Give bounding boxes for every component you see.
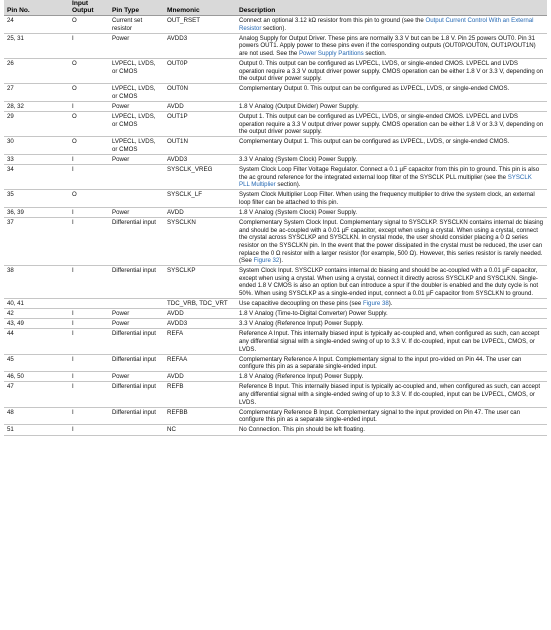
description-cell [236, 372, 547, 382]
description-text: 3.3 V Analog (System Clock) Power Supply. [239, 156, 358, 163]
mnemonic-cell: REFAA [164, 354, 236, 372]
description-text: Complementary Output 0. This output can be configured as LVPECL, LVDS, or single-ended CMOS. [239, 85, 510, 93]
description-cell [236, 208, 547, 218]
io-cell: I [69, 266, 109, 299]
mnemonic-cell: TDC_VRB, TDC_VRT [164, 299, 236, 309]
description-text: 1.8 V Analog (System Clock) Power Supply. [239, 209, 358, 217]
pin-number-cell: 47 [4, 382, 69, 407]
pin-number-cell: 48 [4, 407, 69, 425]
pin-number-cell: 26 [4, 58, 69, 83]
description-text: section). [261, 24, 287, 32]
table-row [4, 354, 547, 372]
mnemonic-cell: AVDD3 [164, 155, 236, 165]
pin-type-cell: Power [109, 155, 164, 165]
pin-type-cell: Power [109, 309, 164, 319]
description-text: Complementary Reference A Input. Complementary signal to the input pro-vided on Pin 44. The user can configure this pin as a separate single-ended input. [239, 355, 522, 371]
pin-type-cell: Differential input [109, 218, 164, 266]
table-row [4, 84, 547, 102]
pin-type-cell: Power [109, 33, 164, 58]
description-cell [236, 155, 547, 165]
description-text: 1.8 V Analog (Output Divider) Power Supply. [239, 102, 359, 110]
description-text: System Clock Loop Filter Voltage Regulator. Connect a 0.1 µF capacitor from this pin to ground. This pin is also the ac ground reference for the integrated external loop filter of the SYSCLK PLL multiplier (see the [239, 166, 540, 181]
mnemonic-cell: SYSCLK_VREG [164, 165, 236, 190]
cross-reference-link[interactable]: Power Supply Partitions [298, 49, 364, 57]
description-text: Reference B Input. This internally biased input is typically ac-coupled and, when configured as such, can accept any differential signal with a single-ended swing of up to 3.3 V. If dc-coupled, input can be LVPECL, CMOS, or LVDS. [239, 383, 541, 406]
io-cell: I [69, 372, 109, 382]
io-cell: I [69, 425, 109, 435]
description-cell [236, 425, 547, 435]
pin-number-cell: 27 [4, 84, 69, 102]
header-pin-no: Pin No. [4, 0, 69, 16]
description-cell [236, 299, 547, 309]
pin-function-table [4, 0, 547, 436]
mnemonic-cell: OUT0P [164, 58, 236, 83]
description-text: Output 0. This output can be configured as LVPECL, LVDS, or single-ended CMOS. LVPECL and LVDS operation require a 3.3 V output driver power supply. CMOS operation can be either 1.8 V or 3.3 V, depending on the output driver power supply. [239, 59, 544, 83]
mnemonic-cell: AVDD [164, 309, 236, 319]
table-row [4, 407, 547, 425]
pin-number-cell: 28, 32 [4, 101, 69, 111]
table-row [4, 218, 547, 266]
description-text: System Clock Input. SYSCLKP contains internal dc biasing and should be ac-coupled with a 0.01 µF capacitor, except when using a crystal. When using a crystal, connect it directly across SYSCLKP and SYSCLKN. Single-ended 1.8 V CMOS is also an option but can introduce a spur if the doubler is enabled and the duty cycle is not 50%. When using SYSCLKP as a single-ended input, connect a 0.01 µF capacitor from SYSCLKN to ground. [239, 267, 539, 297]
description-text: section). [275, 181, 301, 189]
description-cell [236, 137, 547, 155]
cross-reference-link[interactable]: Output Current Control With an External Resistor [239, 17, 534, 32]
table-row [4, 58, 547, 83]
table-row [4, 372, 547, 382]
table-row [4, 299, 547, 309]
io-cell: O [69, 58, 109, 83]
description-text: No Connection. This pin should be left floating. [239, 426, 365, 434]
description-text: 3.3 V Analog (Reference Input) Power Supply. [239, 320, 364, 328]
io-cell: I [69, 208, 109, 218]
io-cell: O [69, 112, 109, 137]
mnemonic-cell: SYSCLK_LF [164, 190, 236, 208]
cross-reference-link[interactable]: Figure 38 [362, 300, 389, 308]
description-cell [236, 58, 547, 83]
io-cell: I [69, 218, 109, 266]
description-text: ). [388, 300, 393, 308]
description-cell [236, 101, 547, 111]
mnemonic-cell: AVDD [164, 101, 236, 111]
io-cell: I [69, 155, 109, 165]
pin-number-cell: 46, 50 [4, 372, 69, 382]
description-cell [236, 112, 547, 137]
table-row [4, 155, 547, 165]
pin-number-cell: 44 [4, 329, 69, 354]
pin-type-cell: Differential input [109, 382, 164, 407]
header-input-label: Input [72, 0, 89, 7]
pin-type-cell [109, 190, 164, 208]
io-cell: I [69, 407, 109, 425]
table-row [4, 16, 547, 34]
mnemonic-cell: NC [164, 425, 236, 435]
description-text: Complementary Output 1. This output can be configured as LVPECL, LVDS, or single-ended CMOS. [239, 138, 510, 146]
pin-number-cell: 34 [4, 165, 69, 190]
table-row [4, 112, 547, 137]
description-cell [236, 354, 547, 372]
table-row [4, 208, 547, 218]
pin-type-cell: Power [109, 372, 164, 382]
table-row [4, 190, 547, 208]
mnemonic-cell: SYSCLKP [164, 266, 236, 299]
pin-type-cell: LVPECL, LVDS, or CMOS [109, 112, 164, 137]
pin-type-cell: Current set resistor [109, 16, 164, 34]
description-text: Complementary Reference B Input. Complementary signal to the input provided on Pin 47. The user can configure this pin as a separate single-ended input. [239, 408, 521, 424]
pin-number-cell: 51 [4, 425, 69, 435]
io-cell [69, 299, 109, 309]
header-mnemonic: Mnemonic [164, 0, 236, 16]
mnemonic-cell: REFB [164, 382, 236, 407]
pin-number-cell: 33 [4, 155, 69, 165]
table-row [4, 101, 547, 111]
pin-type-cell: Power [109, 208, 164, 218]
description-cell [236, 319, 547, 329]
table-row [4, 309, 547, 319]
pin-number-cell: 38 [4, 266, 69, 299]
table-row [4, 266, 547, 299]
pin-type-cell: Differential input [109, 329, 164, 354]
mnemonic-cell: AVDD3 [164, 319, 236, 329]
io-cell: I [69, 382, 109, 407]
pin-number-cell: 29 [4, 112, 69, 137]
io-cell: I [69, 165, 109, 190]
description-cell [236, 218, 547, 266]
pin-type-cell: LVPECL, LVDS, or CMOS [109, 84, 164, 102]
table-body [4, 16, 547, 436]
description-text: section. [363, 49, 387, 57]
cross-reference-link[interactable]: Figure 32 [253, 257, 280, 265]
table-row [4, 382, 547, 407]
pin-type-cell: Differential input [109, 354, 164, 372]
cross-reference-link[interactable]: SYSCLK PLL Multiplier [239, 173, 532, 189]
description-cell [236, 407, 547, 425]
mnemonic-cell: OUT0N [164, 84, 236, 102]
io-cell: I [69, 329, 109, 354]
description-text: System Clock Multiplier Loop Filter. When using the frequency multiplier to drive the system clock, an external loop filter can be attached to this pin. [239, 191, 535, 206]
table-row [4, 425, 547, 435]
table-row [4, 329, 547, 354]
pin-type-cell: LVPECL, LVDS, or CMOS [109, 58, 164, 83]
mnemonic-cell: REFBB [164, 407, 236, 425]
description-cell [236, 382, 547, 407]
description-cell [236, 165, 547, 190]
pin-number-cell: 25, 31 [4, 33, 69, 58]
description-text: Connect an optional 3.12 kΩ resistor from this pin to ground (see the [239, 17, 426, 24]
pin-type-cell: Power [109, 319, 164, 329]
pin-number-cell: 30 [4, 137, 69, 155]
mnemonic-cell: SYSCLKN [164, 218, 236, 266]
io-cell: I [69, 354, 109, 372]
description-cell [236, 16, 547, 34]
pin-type-cell: Power [109, 101, 164, 111]
io-cell: I [69, 33, 109, 58]
description-cell [236, 309, 547, 319]
header-output-label: Output [72, 7, 94, 14]
table-row [4, 33, 547, 58]
description-text: Output 1. This output can be configured as LVPECL, LVDS, or single-ended CMOS. LVPECL and LVDS operation require a 3.3 V output driver power supply. CMOS operation can be either 1.8 V or 3.3 V, depending on the output driver power supply. [239, 113, 544, 136]
description-cell [236, 329, 547, 354]
description-cell [236, 266, 547, 299]
pin-number-cell: 45 [4, 354, 69, 372]
description-text: 1.8 V Analog (Time-to-Digital Converter) Power Supply. [239, 310, 388, 318]
table-row [4, 319, 547, 329]
pin-number-cell: 43, 49 [4, 319, 69, 329]
mnemonic-cell: AVDD3 [164, 33, 236, 58]
table-header [4, 0, 547, 16]
io-cell: O [69, 16, 109, 34]
table-row [4, 165, 547, 190]
pin-number-cell: 36, 39 [4, 208, 69, 218]
description-text: 1.8 V Analog (Reference Input) Power Supply. [239, 373, 364, 381]
mnemonic-cell: AVDD [164, 208, 236, 218]
io-cell: I [69, 319, 109, 329]
io-cell: I [69, 101, 109, 111]
description-cell [236, 84, 547, 102]
description-text: Complementary System Clock Input. Complementary signal to SYSCLKP. SYSCLKN contains internal dc biasing and should be ac-coupled with a 0.01 µF capacitor, except when using a crystal. When using a crystal, connect the crystal across SYSCLKP and SYSCLKN. In crystal mode, the user should consider placing a 0 Ω series resistor on the SYSCLKN pin. In the event that the power dissipated in the crystal must be reduced, the user can replace the 0 Ω resistor with a larger resistor (for example, 500 Ω). However, this series resistor is rarely needed. (See [239, 219, 544, 265]
pin-number-cell: 35 [4, 190, 69, 208]
pin-number-cell: 42 [4, 309, 69, 319]
description-text: Analog Supply for Output Driver. These pins are normally 3.3 V but can be 1.8 V. Pin 25 powers OUT0. Pin 31 powers OUT1. Apply power to these pins even if the corresponding outputs (OUT0P/OUT0N, OUT1P/OUT1N) are not used. See the [239, 34, 536, 57]
table-row [4, 137, 547, 155]
mnemonic-cell: AVDD [164, 372, 236, 382]
pin-number-cell: 37 [4, 218, 69, 266]
mnemonic-cell: OUT_RSET [164, 16, 236, 34]
description-cell [236, 33, 547, 58]
header-description: Description [236, 0, 547, 16]
mnemonic-cell: OUT1P [164, 112, 236, 137]
pin-type-cell: Differential input [109, 407, 164, 425]
pin-number-cell: 24 [4, 16, 69, 34]
io-cell: O [69, 84, 109, 102]
header-input-output [69, 0, 109, 16]
pin-type-cell: Differential input [109, 266, 164, 299]
pin-type-cell [109, 299, 164, 309]
pin-type-cell [109, 425, 164, 435]
mnemonic-cell: REFA [164, 329, 236, 354]
description-text: ). [279, 257, 284, 265]
pin-type-cell: LVPECL, LVDS, or CMOS [109, 137, 164, 155]
mnemonic-cell: OUT1N [164, 137, 236, 155]
pin-type-cell [109, 165, 164, 190]
io-cell: O [69, 190, 109, 208]
pin-number-cell: 40, 41 [4, 299, 69, 309]
description-cell [236, 190, 547, 208]
io-cell: O [69, 137, 109, 155]
io-cell: I [69, 309, 109, 319]
description-text: Reference A Input. This internally biased input is typically ac-coupled and, when configured as such, can accept any differential signal with a single-ended swing of up to 3.3 V. If dc-coupled, input can be LVPECL, CMOS, or LVDS. [239, 330, 540, 353]
header-pin-type: Pin Type [109, 0, 164, 16]
description-text: Use capacitive decoupling on these pins (see [239, 300, 363, 308]
